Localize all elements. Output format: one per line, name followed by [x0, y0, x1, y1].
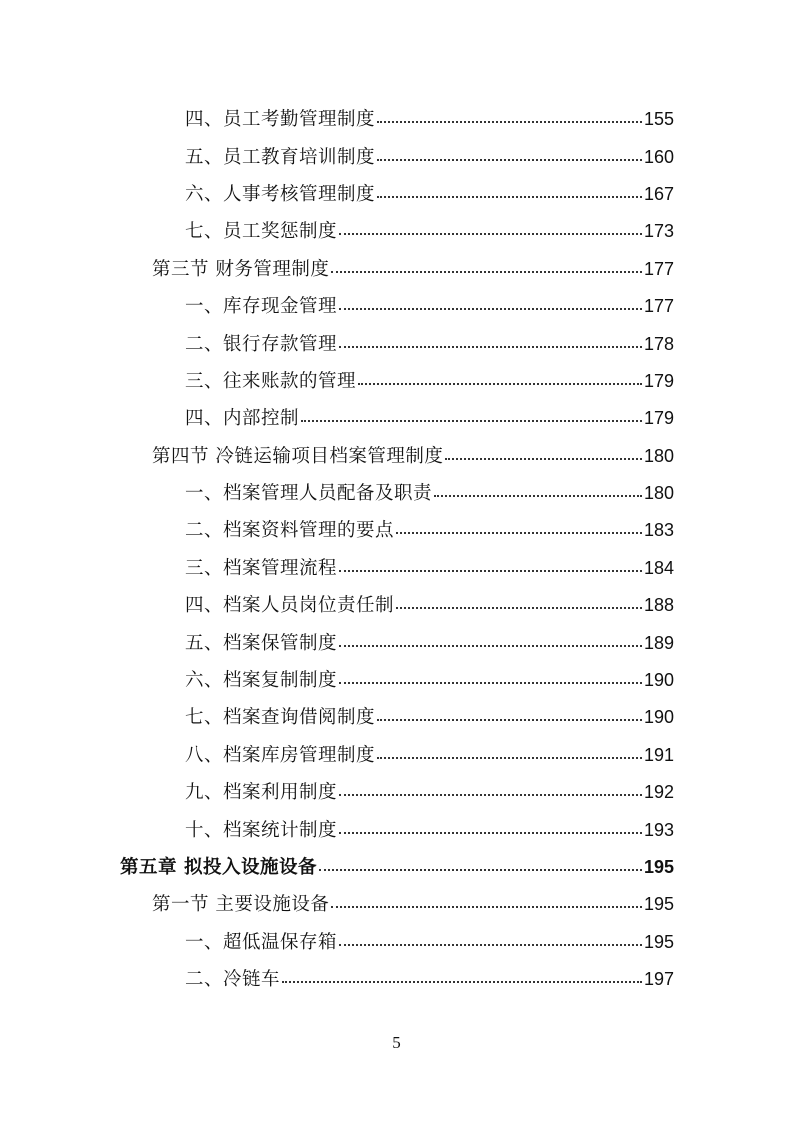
dot-leader: [377, 757, 642, 759]
dot-leader: [339, 570, 642, 572]
toc-entry-label: 三、档案管理流程: [185, 557, 338, 579]
dot-leader: [339, 346, 642, 348]
dot-leader: [339, 308, 642, 310]
dot-leader: [377, 719, 642, 721]
toc-entry-page-number: 184: [643, 557, 674, 578]
toc-entry-line: [185, 812, 674, 849]
toc-entry-label: 七、员工奖惩制度: [185, 221, 338, 243]
toc-subsection-entry[interactable]: [0, 400, 793, 437]
toc-section-entry[interactable]: [0, 438, 793, 475]
toc-entry-line: [185, 101, 674, 138]
toc-entry-line: [185, 699, 674, 736]
toc-entry-line: [185, 625, 674, 662]
toc-section-entry[interactable]: [0, 251, 793, 288]
toc-entry-page-number: 179: [643, 408, 674, 429]
toc-entry-line: [185, 512, 674, 549]
toc-entry-label: 第一节 主要设施设备: [152, 894, 330, 916]
toc-subsection-entry[interactable]: [0, 662, 793, 699]
toc-entry-line: [185, 363, 674, 400]
toc-subsection-entry[interactable]: [0, 924, 793, 961]
toc-entry-label: 八、档案库房管理制度: [185, 744, 376, 766]
toc-subsection-entry[interactable]: [0, 774, 793, 811]
toc-entry-line: [185, 326, 674, 363]
toc-entry-label: 六、档案复制制度: [185, 670, 338, 692]
toc-entry-page-number: 195: [643, 931, 674, 952]
toc-entry-label: 七、档案查询借阅制度: [185, 707, 376, 729]
toc-entry-line: [185, 662, 674, 699]
dot-leader: [339, 794, 642, 796]
toc-subsection-entry[interactable]: [0, 363, 793, 400]
toc-subsection-entry[interactable]: [0, 811, 793, 848]
toc-entry-page-number: 197: [643, 969, 674, 990]
toc-entry-page-number: 191: [643, 744, 674, 765]
dot-leader: [396, 607, 642, 609]
toc-entry-page-number: 177: [643, 296, 674, 317]
toc-entry-page-number: 173: [643, 221, 674, 242]
toc-entry-label: 一、超低温保存箱: [185, 931, 338, 953]
toc-entry-label: 第三节 财务管理制度: [152, 258, 330, 280]
page-number: 5: [392, 1033, 401, 1052]
table-of-contents: [0, 101, 793, 998]
dot-leader: [331, 906, 642, 908]
toc-subsection-entry[interactable]: [0, 288, 793, 325]
toc-subsection-entry[interactable]: [0, 213, 793, 250]
dot-leader: [339, 682, 642, 684]
toc-entry-line: [185, 961, 674, 998]
toc-entry-label: 第四节 冷链运输项目档案管理制度: [152, 445, 444, 467]
dot-leader: [434, 495, 642, 497]
dot-leader: [339, 233, 642, 235]
toc-entry-label: 一、库存现金管理: [185, 296, 338, 318]
toc-entry-line: [185, 139, 674, 176]
toc-subsection-entry[interactable]: [0, 550, 793, 587]
toc-entry-label: 九、档案利用制度: [185, 782, 338, 804]
toc-entry-label: 二、档案资料管理的要点: [185, 520, 395, 542]
toc-subsection-entry[interactable]: [0, 961, 793, 998]
toc-entry-line: [185, 176, 674, 213]
dot-leader: [319, 869, 642, 871]
toc-entry-label: 六、人事考核管理制度: [185, 183, 376, 205]
toc-entry-line: [185, 400, 674, 437]
dot-leader: [339, 645, 642, 647]
dot-leader: [396, 532, 642, 534]
toc-chapter-entry[interactable]: [0, 849, 793, 886]
toc-subsection-entry[interactable]: [0, 587, 793, 624]
toc-entry-page-number: 180: [643, 483, 674, 504]
toc-entry-label: 二、冷链车: [185, 969, 281, 991]
toc-entry-line: [152, 886, 674, 923]
toc-entry-line: [185, 550, 674, 587]
toc-entry-page-number: 160: [643, 146, 674, 167]
toc-subsection-entry[interactable]: [0, 325, 793, 362]
toc-entry-line: [185, 475, 674, 512]
toc-subsection-entry[interactable]: [0, 176, 793, 213]
dot-leader: [377, 196, 642, 198]
toc-entry-page-number: 189: [643, 632, 674, 653]
toc-entry-label: 二、银行存款管理: [185, 333, 338, 355]
toc-entry-line: [120, 849, 674, 886]
toc-entry-page-number: 195: [643, 857, 674, 877]
toc-entry-label: 四、内部控制: [185, 408, 300, 430]
dot-leader: [339, 944, 642, 946]
toc-entry-line: [152, 251, 674, 288]
toc-entry-page-number: 190: [643, 670, 674, 691]
toc-entry-label: 四、档案人员岗位责任制: [185, 595, 395, 617]
toc-entry-label: 十、档案统计制度: [185, 819, 338, 841]
toc-entry-line: [185, 774, 674, 811]
toc-subsection-entry[interactable]: [0, 624, 793, 661]
toc-entry-line: [185, 587, 674, 624]
toc-subsection-entry[interactable]: [0, 512, 793, 549]
toc-entry-page-number: 195: [643, 894, 674, 915]
toc-subsection-entry[interactable]: [0, 737, 793, 774]
dot-leader: [282, 981, 642, 983]
dot-leader: [445, 458, 642, 460]
toc-entry-line: [185, 737, 674, 774]
toc-entry-page-number: 167: [643, 183, 674, 204]
toc-entry-label: 第五章 拟投入设施设备: [120, 857, 317, 878]
toc-entry-page-number: 193: [643, 819, 674, 840]
toc-entry-line: [185, 288, 674, 325]
toc-entry-page-number: 155: [643, 109, 674, 130]
toc-entry-label: 三、往来账款的管理: [185, 370, 357, 392]
toc-entry-page-number: 192: [643, 782, 674, 803]
toc-entry-page-number: 188: [643, 595, 674, 616]
toc-entry-page-number: 177: [643, 258, 674, 279]
dot-leader: [301, 420, 642, 422]
dot-leader: [339, 832, 642, 834]
toc-entry-line: [152, 438, 674, 475]
toc-entry-label: 一、档案管理人员配备及职责: [185, 483, 433, 505]
toc-subsection-entry[interactable]: [0, 138, 793, 175]
toc-entry-label: 四、员工考勤管理制度: [185, 109, 376, 131]
toc-entry-label: 五、档案保管制度: [185, 632, 338, 654]
toc-subsection-entry[interactable]: [0, 101, 793, 138]
toc-entry-page-number: 179: [643, 370, 674, 391]
toc-entry-line: [185, 924, 674, 961]
toc-entry-page-number: 183: [643, 520, 674, 541]
toc-entry-page-number: 180: [643, 445, 674, 466]
dot-leader: [377, 121, 642, 123]
toc-entry-page-number: 178: [643, 333, 674, 354]
dot-leader: [358, 383, 642, 385]
toc-entry-page-number: 190: [643, 707, 674, 728]
toc-entry-line: [185, 213, 674, 250]
dot-leader: [331, 271, 642, 273]
toc-section-entry[interactable]: [0, 886, 793, 923]
toc-subsection-entry[interactable]: [0, 475, 793, 512]
toc-subsection-entry[interactable]: [0, 699, 793, 736]
toc-entry-label: 五、员工教育培训制度: [185, 146, 376, 168]
dot-leader: [377, 159, 642, 161]
